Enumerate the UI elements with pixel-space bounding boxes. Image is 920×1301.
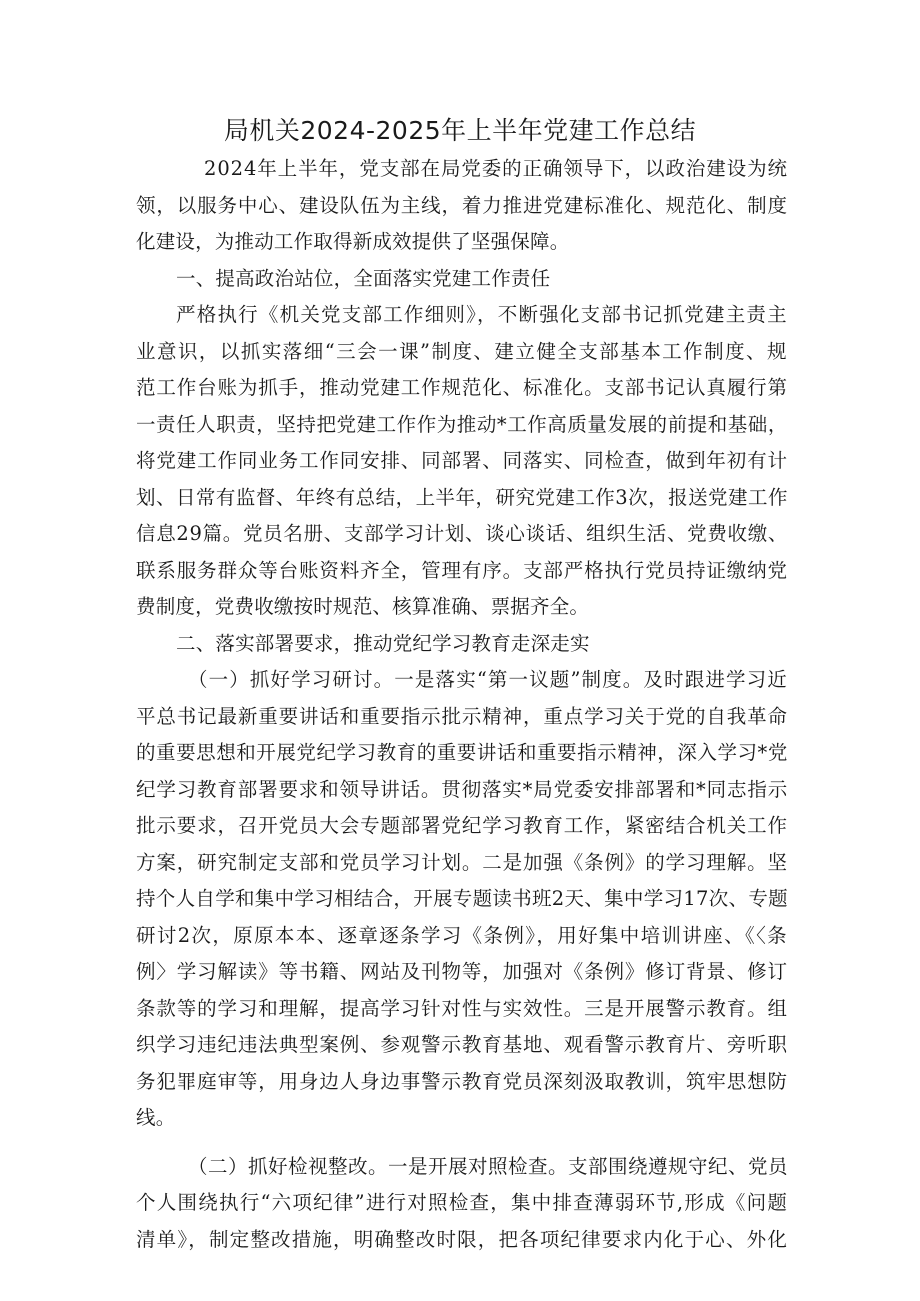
- text-line: 条款等的学习和理解，提高学习针对性与实效性。三是开展警示教育。组: [136, 996, 788, 1020]
- text-line: 线。: [136, 1106, 176, 1129]
- text-line: 费制度，党费收缴按时规范、核算准确、票据齐全。: [136, 595, 590, 618]
- text-line: 联系服务群众等台账资料齐全，管理有序。支部严格执行党员持证缴纳党: [136, 558, 788, 582]
- text-line: 将党建工作同业务工作同安排、同部署、同落实、同检查，做到年初有计: [136, 449, 788, 472]
- text-line: 划、日常有监督、年终有总结，上半年，研究党建工作3次，报送党建工作: [136, 485, 788, 509]
- text-line: 2024年上半年，党支部在局党委的正确领导下，以政治建设为统: [204, 157, 788, 180]
- document-body: [136, 151, 796, 1258]
- text-line: 一、提高政治站位，全面落实党建工作责任: [176, 266, 551, 290]
- text-line: 化建设，为推动工作取得新成效提供了坚强保障。: [136, 230, 570, 253]
- text-line: 纪学习教育部署要求和领导讲话。贯彻落实*局党委安排部署和*同志指示: [136, 777, 789, 801]
- text-line: 平总书记最新重要讲话和重要指示批示精神，重点学习关于党的自我革命: [136, 704, 788, 728]
- text-line: （二）抓好检视整改。一是开展对照检查。支部围绕遵规守纪、党员: [188, 1154, 789, 1178]
- text-line: 清单》，制定整改措施，明确整改时限，把各项纪律要求内化于心、外化: [136, 1227, 789, 1251]
- text-line: 信息29篇。党员名册、支部学习计划、谈心谈话、组织生活、党费收缴、: [136, 522, 789, 545]
- text-line: 例〉学习解读》等书籍、网站及刊物等，加强对《条例》修订背景、修订: [136, 960, 788, 983]
- paragraph-gap: [136, 1137, 796, 1149]
- text-line: 持个人自学和集中学习相结合，开展专题读书班2天、集中学习17次、专题: [136, 887, 788, 910]
- text-line: 范工作台账为抓手，推动党建工作规范化、标准化。支部书记认真履行第: [136, 376, 788, 399]
- text-line: 的重要思想和开展党纪学习教育的重要讲话和重要指示精神，深入学习*党: [136, 741, 788, 764]
- text-line: 领，以服务中心、建设队伍为主线，着力推进党建标准化、规范化、制度: [136, 193, 788, 217]
- text-line: （一）抓好学习研讨。一是落实“第一议题”制度。及时跟进学习近: [188, 668, 788, 691]
- text-line: 个人围绕执行“六项纪律”进行对照检查，集中排查薄弱环节,形成《问题: [136, 1191, 789, 1214]
- text-line: 二、落实部署要求，推动党纪学习教育走深走实: [176, 631, 590, 655]
- text-line: 织学习违纪违法典型案例、参观警示教育基地、观看警示教育片、旁听职: [136, 1033, 788, 1056]
- text-line: 业意识，以抓实落细“三会一课”制度、建立健全支部基本工作制度、规: [136, 339, 788, 363]
- text-line: 一责任人职责，坚持把党建工作作为推动*工作高质量发展的前提和基础，: [136, 412, 788, 436]
- text-line: 方案，研究制定支部和党员学习计划。二是加强《条例》的学习理解。坚: [136, 850, 788, 874]
- text-line: 务犯罪庭审等，用身边人身边事警示教育党员深刻汲取教训，筑牢思想防: [136, 1069, 788, 1093]
- document-title: 局机关2024-2025年上半年党建工作总结: [223, 116, 697, 145]
- text-line: 批示要求，召开党员大会专题部署党纪学习教育工作，紧密结合机关工作: [136, 814, 788, 837]
- text-line: 严格执行《机关党支部工作细则》，不断强化支部书记抓党建主责主: [176, 303, 788, 326]
- text-line: 研讨2次，原原本本、逐章逐条学习《条例》，用好集中培训讲座、《〈条: [136, 923, 789, 947]
